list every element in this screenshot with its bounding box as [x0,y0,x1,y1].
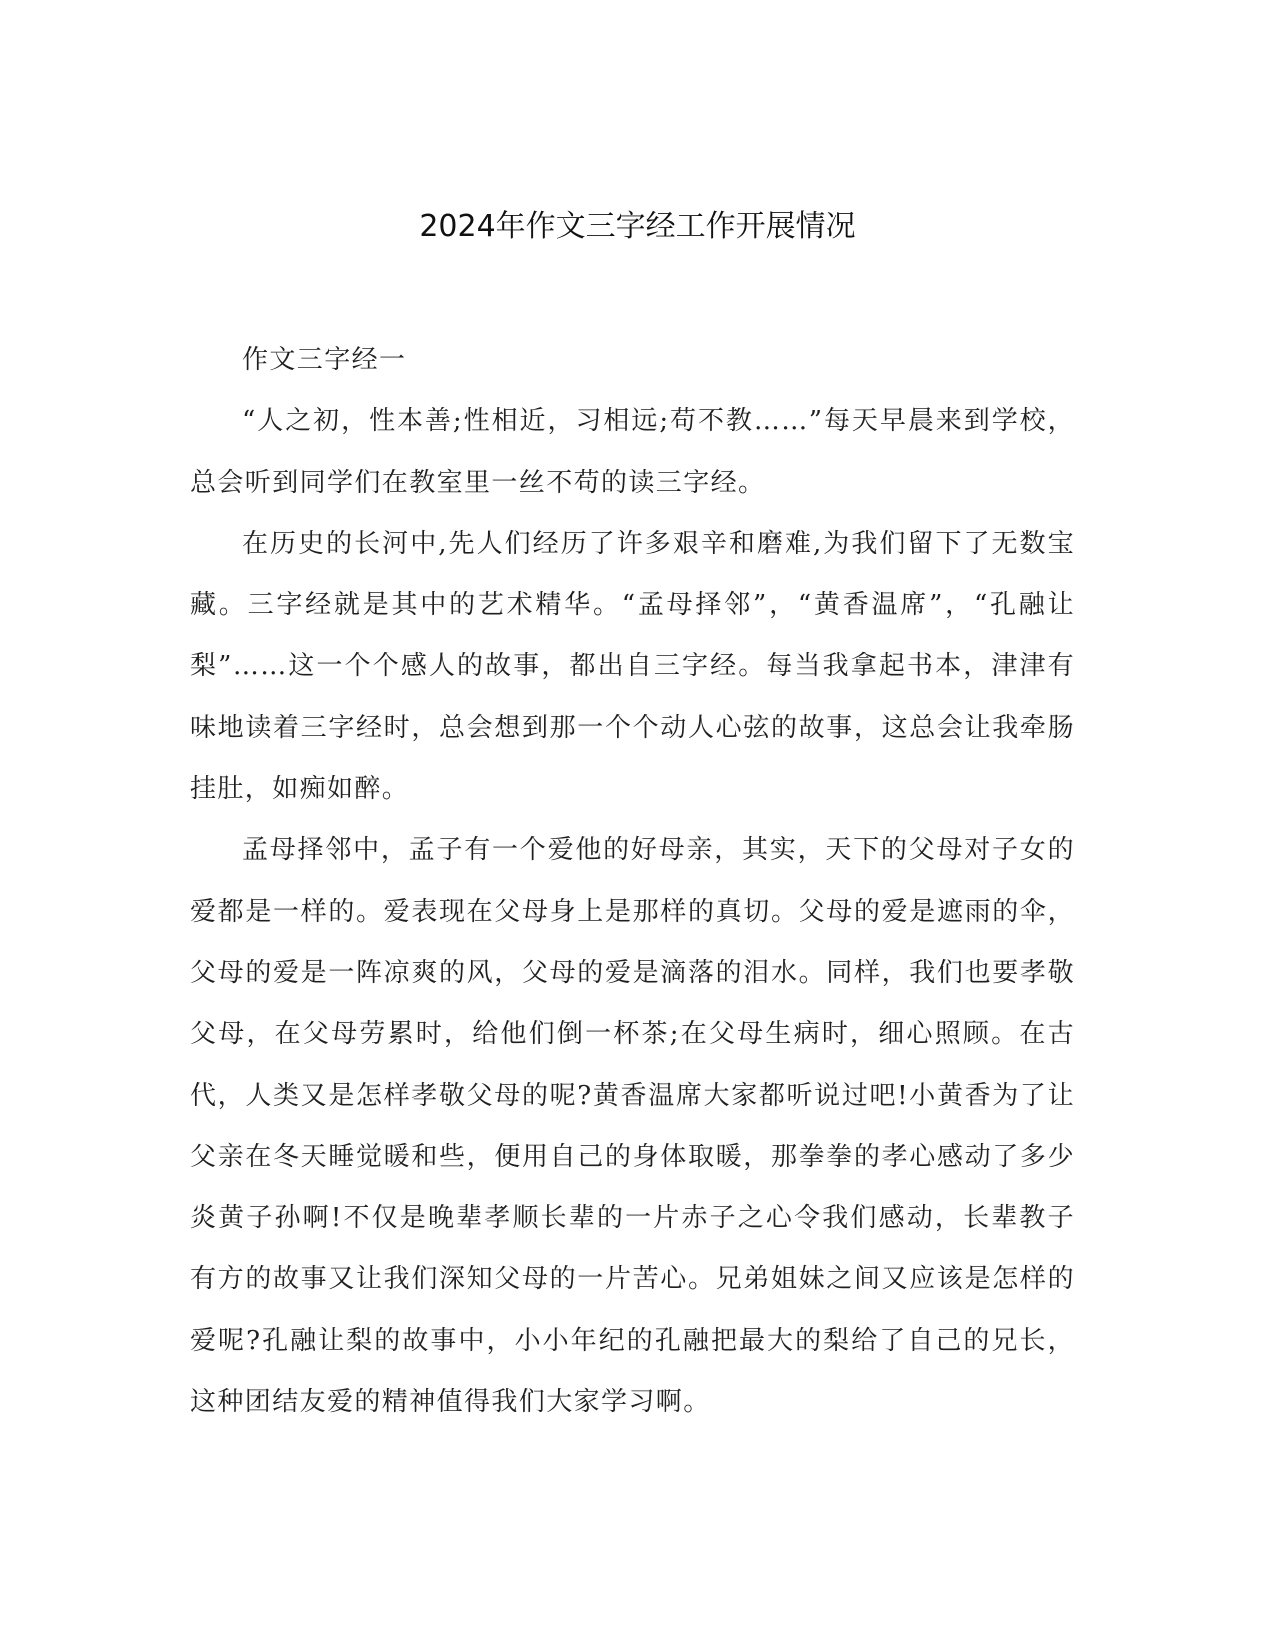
paragraph: 孟母择邻中，孟子有一个爱他的好母亲，其实，天下的父母对子女的爱都是一样的。爱表现在父母身上是那样的真切。父母的爱是遮雨的伞，父母的爱是一阵凉爽的风，父母的爱是滴落的泪水。同样，我们也要孝敬父母，在父母劳累时，给他们倒一杯茶;在父母生病时，细心照顾。在古代，人类又是怎样孝敬父母的呢?黄香温席大家都听说过吧!小黄香为了让父亲在冬天睡觉暖和些，便用自己的身体取暖，那拳拳的孝心感动了多少炎黄子孙啊!不仅是晚辈孝顺长辈的一片赤子之心令我们感动，长辈教子有方的故事又让我们深知父母的一片苦心。兄弟姐妹之间又应该是怎样的爱呢?孔融让梨的故事中，小小年纪的孔融把最大的梨给了自己的兄长，这种团结友爱的精神值得我们大家学习啊。 [190,835,1075,1418]
section-heading: 作文三字经一 [242,345,407,375]
document-title: 2024年作文三字经工作开展情况 [419,209,856,244]
document-body [190,330,1075,1433]
paragraph: 在历史的长河中,先人们经历了许多艰辛和磨难,为我们留下了无数宝藏。三字经就是其中的艺术精华。“孟母择邻”，“黄香温席”，“孔融让梨”……这一个个感人的故事，都出自三字经。每当我拿起书本，津津有味地读着三字经时，总会想到那一个个动人心弦的故事，这总会让我牵肠挂肚，如痴如醉。 [190,528,1075,805]
paragraph: “人之初，性本善;性相近，习相远;苟不教……”每天早晨来到学校，总会听到同学们在教室里一丝不苟的读三字经。 [190,406,1075,498]
